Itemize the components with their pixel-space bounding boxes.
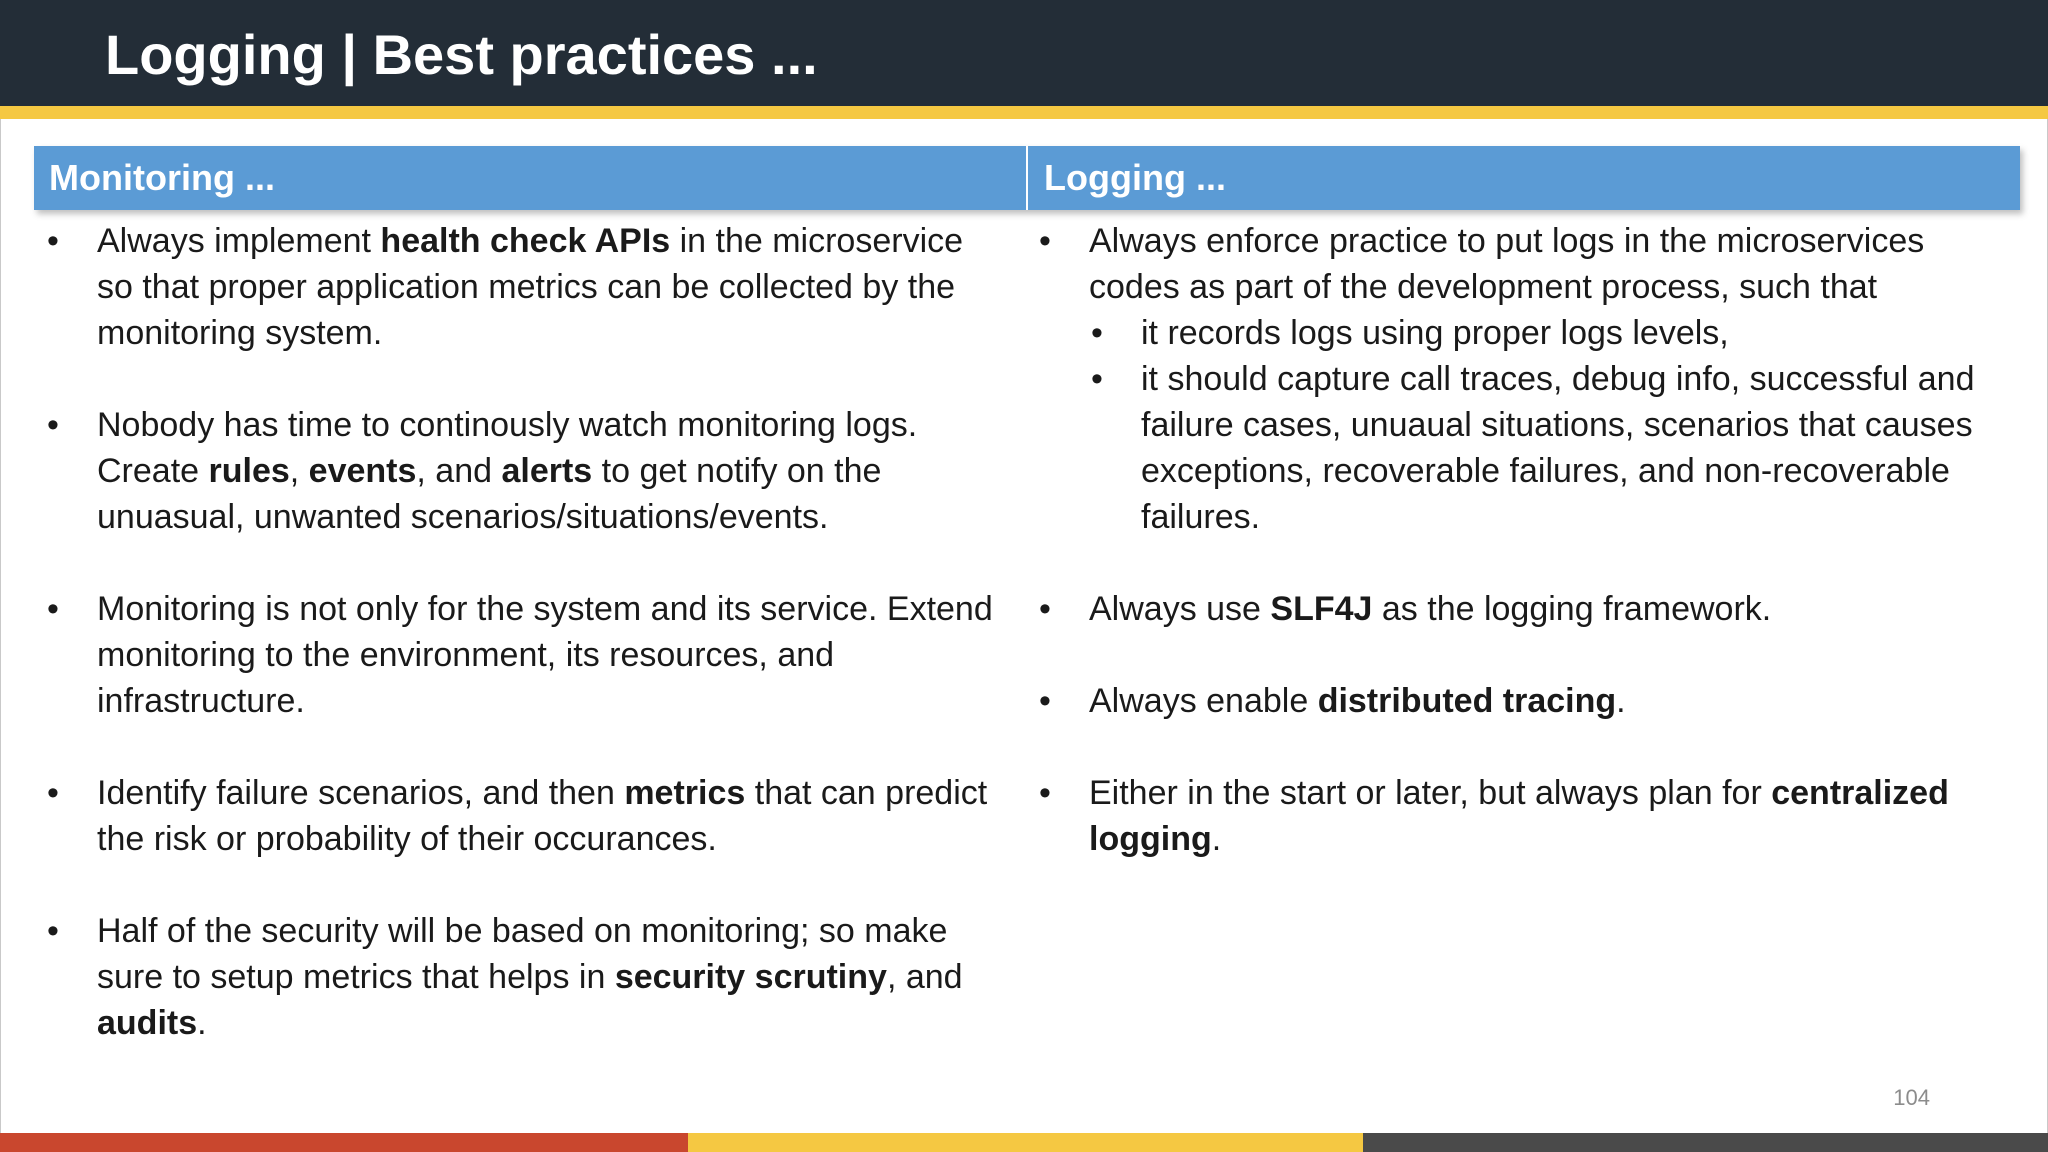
bullet-icon: • (1039, 682, 1051, 720)
table-header-row (34, 146, 2020, 210)
logging-column (1037, 218, 1992, 862)
item-text: Always enable (1089, 682, 1318, 720)
item-text: , and (886, 958, 963, 996)
monitoring-column-header: Monitoring ... (34, 146, 1026, 210)
item-emphasis: distributed tracing (1317, 682, 1617, 720)
bullet-icon: • (1039, 590, 1051, 628)
item-text: Nobody has time to continously watch monitoring logs. Create (97, 406, 918, 490)
item-text: Always enforce practice to put logs in the microservices codes as part of the development process, such that (1089, 222, 1925, 306)
bullet-icon: • (1091, 360, 1103, 398)
item-text: Monitoring is not only for the system and its service. Extend monitoring to the environment, its resources, and infrastructure. (97, 590, 993, 720)
list-item (1037, 770, 1992, 862)
title-accent-stripe (0, 106, 2048, 119)
list-item (1037, 218, 1992, 540)
list-item (45, 402, 1005, 540)
item-emphasis: health check APIs (380, 222, 671, 260)
item-text: . (197, 1004, 207, 1042)
item-emphasis: centralized logging (1089, 774, 1949, 858)
item-text: in the microservice so that proper application metrics can be collected by the monitoring system. (97, 222, 964, 352)
item-text: to get notify on the unuasual, unwanted scenarios/situations/events. (97, 452, 882, 536)
item-text: as the logging framework. (1372, 590, 1772, 628)
item-text: . (1616, 682, 1626, 720)
item-emphasis: events (308, 452, 417, 490)
sub-list-item (1089, 310, 1992, 356)
item-text: it records logs using proper logs levels, (1141, 314, 1729, 352)
bullet-icon: • (47, 590, 59, 628)
list-item (45, 770, 1005, 862)
item-emphasis: metrics (624, 774, 746, 812)
sub-list (1089, 310, 1992, 540)
monitoring-column (45, 218, 1005, 1046)
item-text: , and (416, 452, 502, 490)
item-text: it should capture call traces, debug info, successful and failure cases, unuaual situations, scenarios that causes exceptions, recoverable failures, and non-recoverable failures. (1141, 360, 1975, 536)
bullet-icon: • (1039, 774, 1051, 812)
bullet-icon: • (1091, 314, 1103, 352)
bullet-icon: • (47, 912, 59, 950)
list-item (1037, 586, 1992, 632)
item-text: Either in the start or later, but always plan for (1089, 774, 1772, 812)
item-text: . (1211, 820, 1222, 858)
item-text: Always use (1089, 590, 1271, 628)
item-text: Half of the security will be based on monitoring; so make sure to setup metrics that helps in (97, 912, 948, 996)
sub-list-item (1089, 356, 1992, 540)
page-number: 104 (1893, 1085, 1930, 1110)
bullet-icon: • (1039, 222, 1051, 260)
item-text: , (289, 452, 309, 490)
bullet-icon: • (47, 406, 59, 444)
item-text: Always implement (97, 222, 381, 260)
item-emphasis: SLF4J (1270, 590, 1373, 628)
item-emphasis: alerts (501, 452, 593, 490)
footer-bar-red (0, 1133, 688, 1152)
footer-bar-yellow (688, 1133, 1363, 1152)
item-emphasis: security scrutiny (614, 958, 887, 996)
title-bar (0, 0, 2048, 106)
slide-title: Logging | Best practices ... (105, 23, 818, 86)
bullet-icon: • (47, 222, 59, 260)
list-item (45, 586, 1005, 724)
item-text: Identify failure scenarios, and then (97, 774, 625, 812)
logging-list (1037, 218, 1992, 862)
footer-bar-dark (1363, 1133, 2048, 1152)
list-item (45, 908, 1005, 1046)
item-emphasis: rules (208, 452, 290, 490)
bullet-icon: • (47, 774, 59, 812)
item-emphasis: audits (97, 1004, 198, 1042)
list-item (45, 218, 1005, 356)
logging-column-header: Logging ... (1028, 146, 2020, 210)
monitoring-list (45, 218, 1005, 1046)
item-text: that can predict the risk or probability of their occurances. (97, 774, 988, 858)
list-item (1037, 678, 1992, 724)
